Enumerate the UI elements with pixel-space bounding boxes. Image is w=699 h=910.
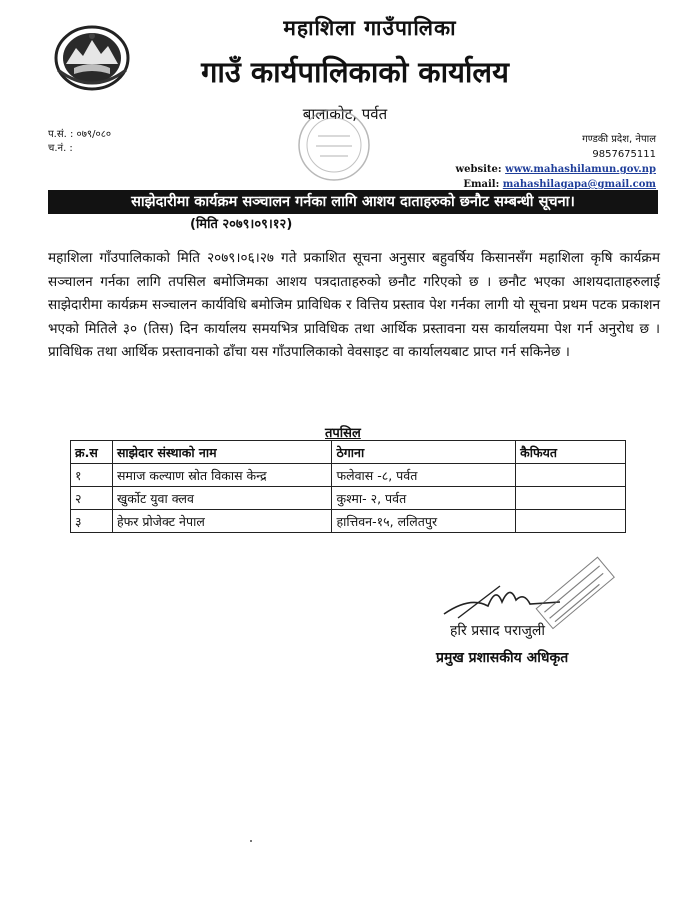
table-row [71, 487, 626, 510]
cell-address: कुश्मा- २, पर्वत [332, 487, 516, 510]
header-address: ठेगाना [332, 441, 516, 464]
email-line [410, 179, 656, 190]
email-link[interactable]: mahashilagapa@gmail.com [502, 179, 656, 190]
office-name: गाउँ कार्यपालिकाको कार्यालय [201, 55, 509, 89]
cell-remarks [516, 487, 626, 510]
signatory-title: प्रमुख प्रशासकीय अधिकृत [436, 650, 569, 666]
table-header-row [71, 441, 626, 464]
cell-address: फलेवास -८, पर्वत [332, 464, 516, 487]
table-row [71, 510, 626, 533]
office-stamp-icon [288, 106, 380, 184]
cell-serial: २ [71, 487, 113, 510]
phone-number: 9857675111 [592, 149, 656, 160]
cell-remarks [516, 464, 626, 487]
scan-speck [250, 840, 252, 842]
table-caption: तपसिल [325, 426, 361, 441]
cell-org-name: समाज कल्याण स्रोत विकास केन्द्र [112, 464, 332, 487]
cell-remarks [516, 510, 626, 533]
cell-org-name: हेफर प्रोजेक्ट नेपाल [112, 510, 332, 533]
website-line [410, 164, 656, 175]
org-name: महाशिला गाउँपालिका [283, 16, 457, 40]
office-location: बालाकोट, पर्वत [302, 105, 388, 123]
notice-body: महाशिला गाँउपालिकाको मिति २०७९।०६।२७ गते प्रकाशित सूचना अनुसार बहुवर्षिय किसानसँग महाशिला कृषि कार्यक्रम सञ्चालन गर्नका लागि तपसिल बमोजिमका आशय पत्रदाताहरुको छनौट गरिएको छ । छनौट भएका आशयदाताहरुलाई साझेदारीमा कार्यक्रम सञ्चालन कार्यविधि बमोजिम प्राविधिक र वित्तिय प्रस्ताव पेश गर्नका लागी यो सूचना प्रथम पटक प्रकाशन भएको मितिले ३० (तिस) दिन कार्यालय समयभित्र प्राविधिक तथा आर्थिक प्रस्तावना यस कार्यालयमा पेश गर्न अनुरोध छ । प्राविधिक तथा आर्थिक प्रस्तावनाको ढाँचा यस गाँउपालिकाको वेवसाइट वा कार्यालयबाट प्राप्त गर्न सकिनेछ । [48, 250, 660, 360]
header-org-name: साझेदार संस्थाको नाम [112, 441, 332, 464]
notice-title: साझेदारीमा कार्यक्रम सञ्चालन गर्नका लागि आशय दाताहरुको छनौट सम्बन्धी सूचना। [48, 190, 658, 214]
reference-number: प.सं. : ०७९/०८० [48, 129, 112, 140]
cell-serial: १ [71, 464, 113, 487]
emblem-logo-icon [52, 24, 132, 92]
dispatch-number: च.नं. : [48, 143, 73, 154]
province: गण्डकी प्रदेश, नेपाल [582, 134, 656, 145]
signatory-name: हरि प्रसाद पराजुली [450, 623, 545, 639]
notice-date: (मिति २०७९।०९।१२) [190, 217, 293, 232]
annex-table [70, 440, 626, 533]
cell-serial: ३ [71, 510, 113, 533]
cell-address: हात्तिवन-१५, ललितपुर [332, 510, 516, 533]
header-remarks: कैफियत [516, 441, 626, 464]
email-label: Email: [463, 179, 500, 190]
website-link[interactable]: www.mahashilamun.gov.np [505, 164, 656, 175]
table-row [71, 464, 626, 487]
website-label: website: [455, 164, 502, 175]
header-serial: क्र.स [71, 441, 113, 464]
cell-org-name: खुर्कोट युवा क्लव [112, 487, 332, 510]
